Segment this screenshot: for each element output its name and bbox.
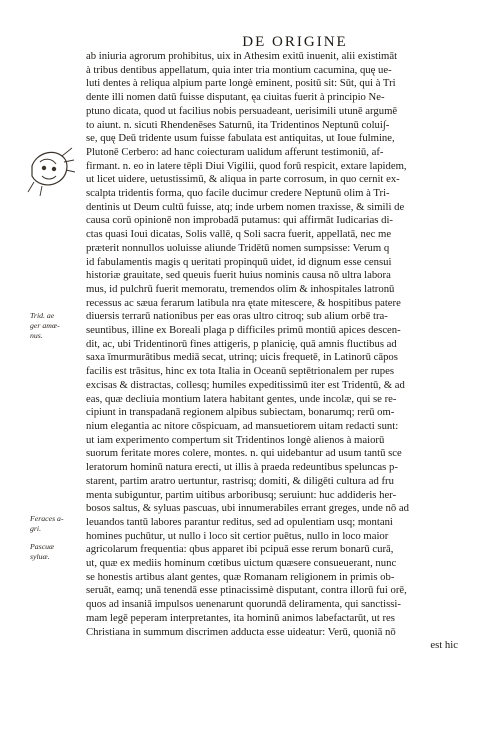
text-line: to aiunt. n. sicuti Rhendenēses Saturnū, ita Tridentinos Neptunū colui∫- bbox=[86, 118, 390, 131]
text-line: bosos saltus, & syluas pascuas, ubi innumerabiles errant greges, unde nō ad bbox=[86, 502, 409, 515]
text-line: causa corū opinionē non improbadā putamus: qui affirmāt Iudicarias di- bbox=[86, 214, 393, 227]
marginal-note-pascue-sylue: Pascuæ syluæ. bbox=[30, 542, 55, 561]
text-line: se, quę Deū tridente usum fuisse fabulata est antiquitas, ut Ioue fulmine, bbox=[86, 132, 395, 145]
text-line: præterit nonnullos uoluisse aliunde Tridētū nomen sumpsisse: Verum q bbox=[86, 241, 390, 254]
marginal-doodle-drawing bbox=[22, 138, 77, 198]
text-line: diuersis terrarū nationibus per eas oras ultro citroq; sub alium orbē tra- bbox=[86, 310, 388, 323]
text-line: scalpta tridentis forma, quo facile ducimur credere Neptunū olim à Tri- bbox=[86, 187, 390, 200]
text-line: luti dentes à reliqua alpium parte longè eminent, positū sit: Sūt, qui à Tri bbox=[86, 77, 396, 90]
text-line: seruāt, eamq; unā tenendā esse ptinacissimè disputant, contra illorū fui orē, bbox=[86, 584, 407, 597]
text-line: seuntibus, illine ex Boreali plaga p difficiles primū montiū apices descen- bbox=[86, 324, 401, 337]
text-line: est hic bbox=[430, 639, 458, 652]
text-line: dit, ac, ubi Tridentinorū fines attigeris, p planicię, quā amnis fluctibus ad bbox=[86, 337, 397, 350]
text-line: dentinis ut Deum cultū fuisse, atq; inde urbem nomen traxisse, & simili de bbox=[86, 200, 405, 213]
text-line: historiæ grauitate, sed queuis fuerit huius nominis causa nō ultra labora bbox=[86, 269, 391, 282]
text-line: Plutonē Cerbero: ad hanc coiecturam ualidum afferunt testimoniū, af- bbox=[86, 145, 384, 158]
text-line: homines puchūtur, ut nullo i loco sit certior puētus, nullo in loco maior bbox=[86, 529, 389, 542]
text-line: menta subiguntur, partim uitibus arboribusq; seruiunt: huc addideris her- bbox=[86, 488, 397, 501]
text-line: à tribus dentibus appellatum, quia inter tria montium cacumina, quę ue- bbox=[86, 63, 392, 76]
text-line: ptuno dicata, quod ut facilius nobis persuadeant, uerisimili utunē argumē bbox=[86, 104, 398, 117]
marginal-note-feraces-agri: Feraces a- gri. bbox=[30, 514, 64, 533]
text-line: eas, quæ decliuia montium latera habitant gentes, unde incolæ, qui se re- bbox=[86, 392, 397, 405]
text-line: Christiana in summum discrimen adducta esse uideatur: Verū, quoniā nō bbox=[86, 625, 396, 638]
page-header: DE ORIGINE bbox=[242, 34, 348, 50]
marginal-note-trid-ager: Trid. ae ger amœ- nus. bbox=[30, 311, 60, 340]
text-line: id fabulamentis magis q ueritati propinquū uidet, id dignum esse censui bbox=[86, 255, 392, 268]
text-line: ut licet uidere, uetustissimū, & aliqua in parte corrosum, in quo cernit ex- bbox=[86, 173, 400, 186]
text-line: suorum feritate mores colere, montes. n. qui uidebantur ad usum tantū sce bbox=[86, 447, 402, 460]
text-line: recessus ac sæua ferarum latibula nra ętate mitescere, & hospitibus patere bbox=[86, 296, 401, 309]
text-line: starent, partim aratro uertuntur, rastrisq; domiti, & diligēti cultura ad fru bbox=[86, 474, 394, 487]
body-text bbox=[86, 50, 458, 653]
text-line: saxa īmurmurātibus mediā secat, utrinq; uicis frequetē, in Latinorū cāpos bbox=[86, 351, 398, 364]
text-line: dente illi nomen datū fuisse disputant, ęa ciuitas fuerit à principio Ne- bbox=[86, 91, 385, 104]
text-line: agricolarum frequentia: qbus apparet ibi pcipuā esse rerum bonarū curā, bbox=[86, 543, 394, 556]
text-line: leratorum hominū natura erecti, ut illis à praeda redeuntibus speluncas p- bbox=[86, 461, 398, 474]
text-line: ab iniuria agrorum prohibitus, uix in Athesim exitū inuenit, alii existimāt bbox=[86, 50, 398, 62]
text-line: ctas quasi Ioui dicatas, Solis vallē, q Soli sacra fuerit, appellatā, nec me bbox=[86, 228, 392, 241]
text-line: cipiunt in transpadanā regionem alpibus subiectam, bonarumq; rerū om- bbox=[86, 406, 395, 419]
text-line: ut, quæ ex mediis hominum cœtibus uictum quæsere consueuerant, nunc bbox=[86, 557, 397, 570]
text-line: facilis est trāsitus, hinc ex tota Italia in Oceanū septētrionalem per rupes bbox=[86, 365, 395, 378]
text-line: ut iam experimento compertum sit Tridentinos longè alienos à maiorū bbox=[86, 433, 385, 446]
text-line: leuandos tantū labores parantur reditus, sed ad opulentiam usq; montani bbox=[86, 515, 393, 528]
text-line: se honestis artibus alant gentes, quæ Romanam religionem in primis ob- bbox=[86, 570, 395, 583]
text-line: excisas & distractas, collesq; humiles expeditissimū iter est Tridentū, & ad bbox=[86, 378, 405, 391]
text-line: nium elegantia ac nitore cōspicuam, ad mansuetiorem uitam redacti sunt: bbox=[86, 419, 399, 432]
text-line: firmant. n. eo in latere tēpli Diui Vigilii, quod forū respicit, extare lapidem, bbox=[86, 159, 407, 172]
text-line: quos ad insaniā impulsos uenenarunt quorundā deliramenta, qui sanctissi- bbox=[86, 598, 401, 611]
text-line: mus, id pulchrū fuerit memoratu, tremendos olim & inhospitales latronū bbox=[86, 282, 395, 295]
text-line: mam legē peperam interpretantes, ita hominū animos labefactarūt, ut res bbox=[86, 611, 395, 624]
